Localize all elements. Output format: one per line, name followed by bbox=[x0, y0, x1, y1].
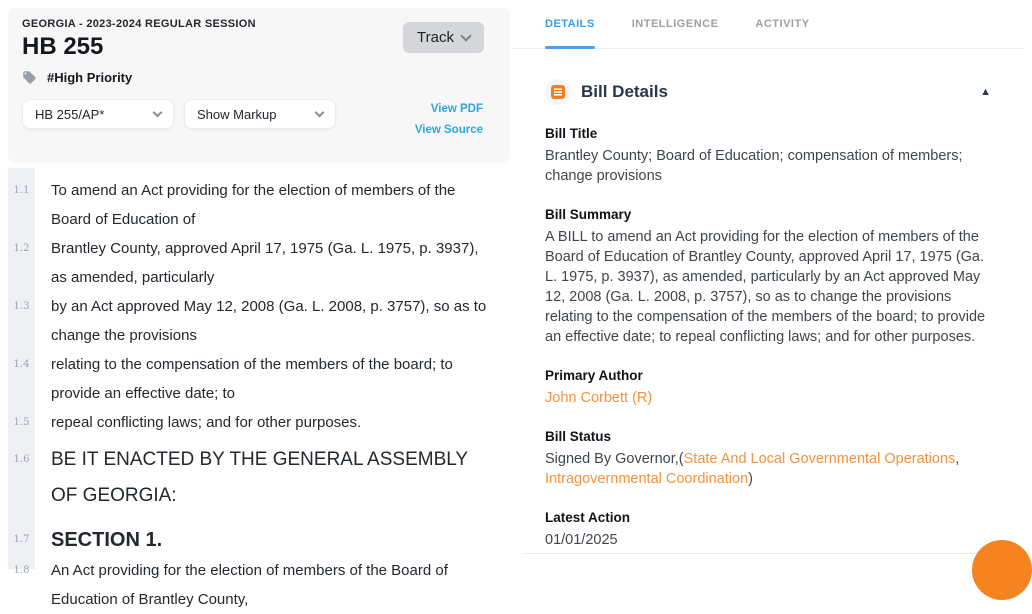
priority-tag: #High Priority bbox=[47, 70, 133, 85]
chevron-down-icon bbox=[315, 107, 325, 117]
line-text: An Act providing for the election of members of the Board of Education of Brantley County, bbox=[51, 562, 448, 608]
tab-bar bbox=[512, 0, 1024, 49]
primary-author-label: Primary Author bbox=[545, 368, 643, 383]
bill-status-suffix: ) bbox=[748, 471, 753, 487]
document-line bbox=[8, 234, 510, 292]
latest-action-value: 01/01/2025 bbox=[545, 532, 618, 548]
line-text: BE IT ENACTED BY THE GENERAL ASSEMBLY OF GEORGIA: bbox=[51, 449, 468, 506]
line-text: SECTION 1. bbox=[51, 529, 163, 551]
document-line bbox=[8, 442, 510, 514]
document-line bbox=[8, 556, 510, 614]
chevron-down-icon bbox=[460, 30, 471, 41]
line-text: by an Act approved May 12, 2008 (Ga. L. 2008, p. 3757), so as to change the provisions bbox=[51, 298, 487, 344]
committee-link[interactable]: Intragovernmental Coordination bbox=[545, 471, 749, 487]
line-number: 1.3 bbox=[13, 301, 30, 312]
bill-number: HB 255 bbox=[22, 33, 104, 60]
document-line bbox=[8, 408, 510, 437]
track-button-label: Track bbox=[417, 29, 454, 46]
chevron-down-icon bbox=[153, 107, 163, 117]
document-line bbox=[8, 292, 510, 350]
bill-header-card bbox=[8, 8, 510, 163]
details-panel bbox=[512, 0, 1024, 569]
line-number: 1.6 bbox=[13, 454, 30, 465]
markup-select-value: Show Markup bbox=[197, 106, 277, 122]
markup-select[interactable] bbox=[184, 99, 336, 129]
bill-details-icon bbox=[545, 79, 571, 105]
collapse-section-icon[interactable]: ▲ bbox=[980, 86, 991, 98]
bill-status-text: Signed By Governor,( bbox=[545, 451, 684, 467]
line-text: relating to the compensation of the members of the board; to provide an effective date; to bbox=[51, 356, 453, 402]
view-pdf-link[interactable]: View PDF bbox=[430, 103, 483, 115]
tab-details[interactable]: DETAILS bbox=[545, 0, 595, 48]
bill-text-viewer[interactable] bbox=[8, 168, 510, 608]
line-number: 1.7 bbox=[13, 534, 30, 545]
footer-divider bbox=[524, 553, 1006, 554]
bill-summary-label: Bill Summary bbox=[545, 207, 632, 222]
committee-link[interactable]: State And Local Governmental Operations bbox=[683, 451, 956, 467]
bill-status-value bbox=[545, 449, 991, 489]
line-number: 1.5 bbox=[13, 417, 30, 428]
line-text: repeal conflicting laws; and for other purposes. bbox=[51, 414, 362, 431]
document-line bbox=[8, 350, 510, 408]
latest-action-label: Latest Action bbox=[545, 510, 631, 525]
document-lines bbox=[8, 176, 510, 614]
session-label: GEORGIA - 2023-2024 REGULAR SESSION bbox=[22, 18, 256, 30]
primary-author-link[interactable]: John Corbett (R) bbox=[545, 390, 653, 406]
bill-status-separator: , bbox=[955, 451, 960, 467]
view-source-link[interactable]: View Source bbox=[414, 124, 483, 136]
line-number: 1.2 bbox=[13, 243, 30, 254]
line-text: Brantley County, approved April 17, 1975 (Ga. L. 1975, p. 3937), as amended, particularly bbox=[51, 240, 479, 286]
bill-status-label: Bill Status bbox=[545, 429, 612, 444]
document-line bbox=[8, 524, 510, 556]
line-number: 1.8 bbox=[13, 565, 30, 576]
line-text: To amend an Act providing for the election of members of the Board of Education of bbox=[51, 182, 456, 228]
document-line bbox=[8, 176, 510, 234]
tab-intelligence[interactable]: INTELLIGENCE bbox=[631, 18, 719, 30]
bill-title-label: Bill Title bbox=[545, 126, 598, 141]
version-select-value: HB 255/AP* bbox=[35, 106, 105, 122]
line-number: 1.4 bbox=[13, 359, 30, 370]
track-button[interactable] bbox=[403, 22, 484, 53]
chat-fab-button[interactable] bbox=[972, 540, 1032, 600]
bill-title-value: Brantley County; Board of Education; compensation of members; change provisions bbox=[545, 148, 963, 184]
line-number: 1.1 bbox=[13, 185, 30, 196]
tag-icon bbox=[22, 70, 37, 85]
tab-activity[interactable]: ACTIVITY bbox=[755, 18, 810, 30]
section-title: Bill Details bbox=[581, 82, 668, 101]
version-select[interactable] bbox=[22, 99, 174, 129]
bill-summary-value: A BILL to amend an Act providing for the election of members of the Board of Education of Brantley County, approved April 17, 1975 (Ga. L. 1975, p. 3937), as amended, particularly by an Act approved May 12, 2008 (Ga. L. 2008, p. 3757), so as to change the provisions relating to the compensation of the members of the board; to provide an effective date; to repeal conflicting laws; and for other purposes. bbox=[545, 229, 986, 345]
